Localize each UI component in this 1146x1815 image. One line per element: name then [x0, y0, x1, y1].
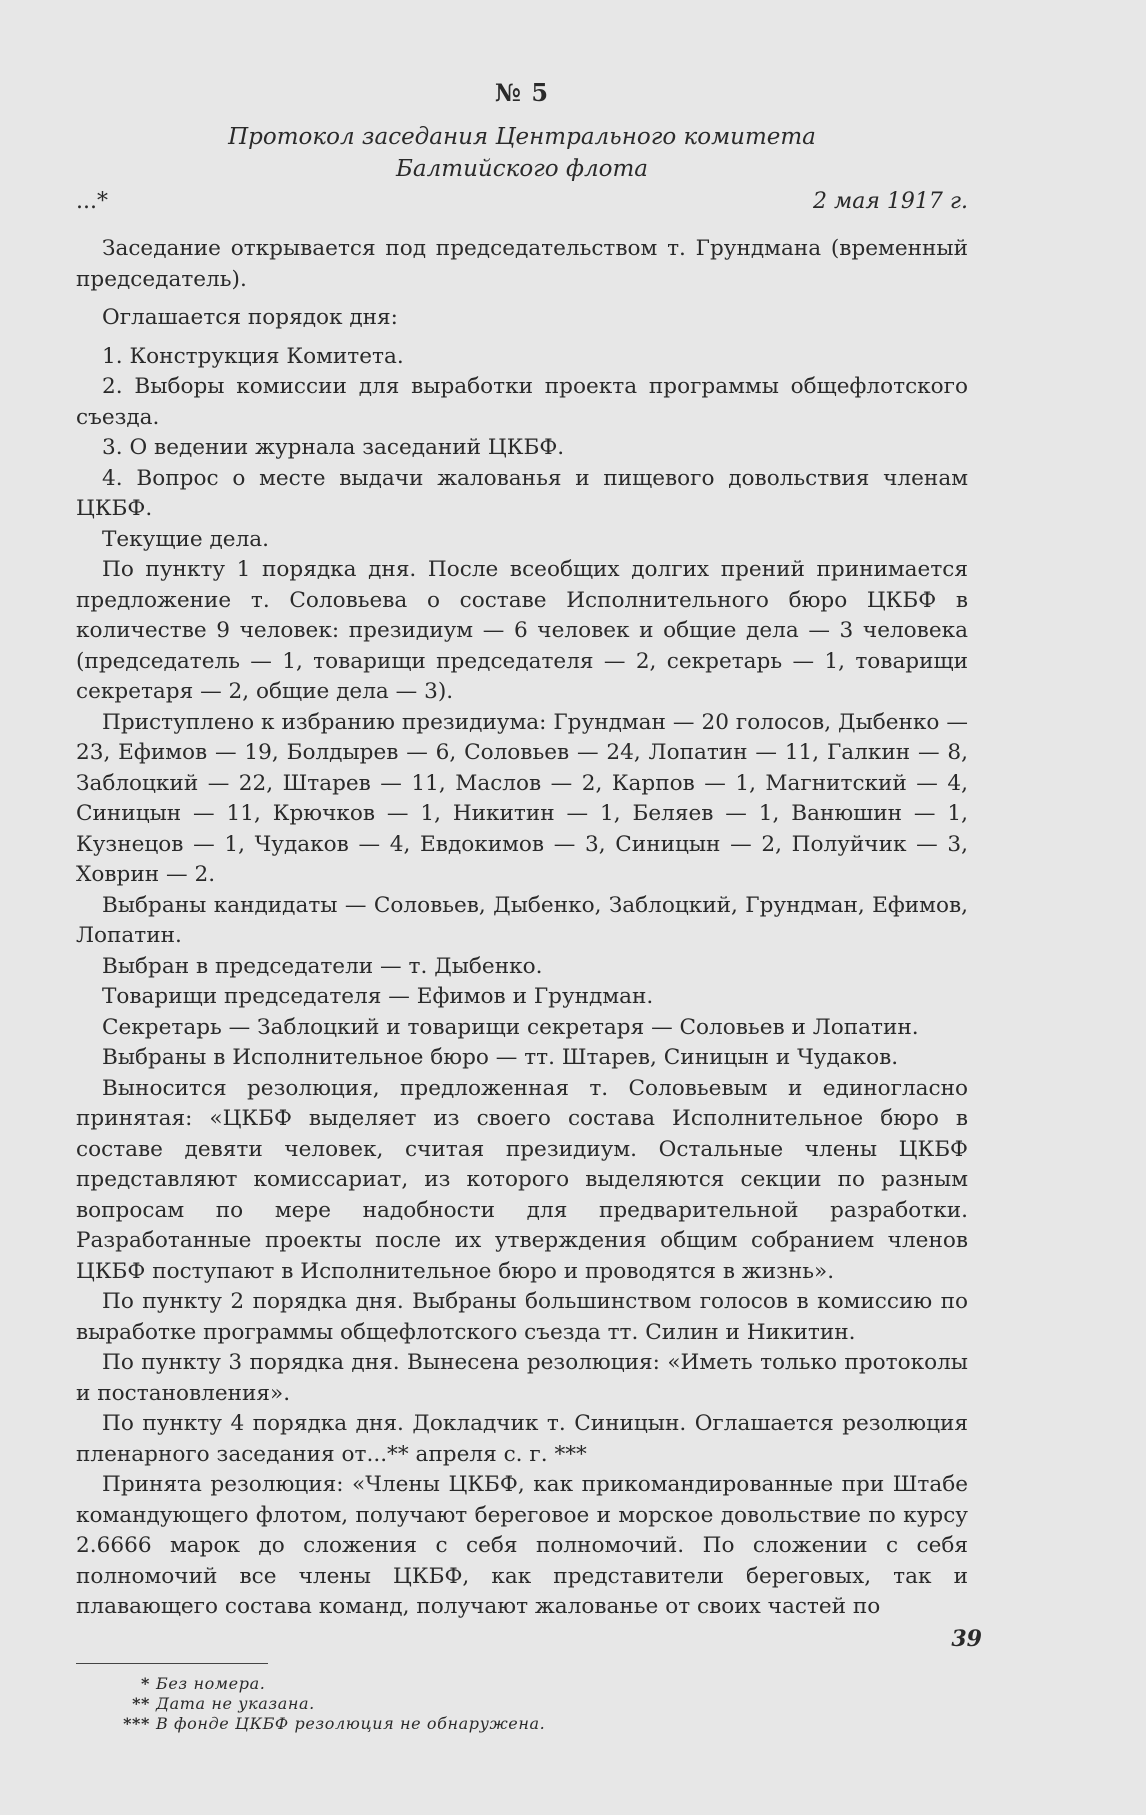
footnote-text: Без номера. — [156, 1673, 266, 1693]
paragraph: Выбран в председатели — т. Дыбенко. — [102, 953, 543, 979]
footnote-text: Дата не указана. — [156, 1693, 315, 1713]
paragraph: Товарищи председателя — Ефимов и Грундман. — [102, 984, 654, 1009]
title-line-2: Балтийского флота — [396, 156, 648, 182]
paragraph: Выбраны в Исполнительное бюро — тт. Штарев, Синицын и Чудаков. — [102, 1045, 899, 1070]
footnote-mark: ** — [132, 1693, 150, 1713]
footnotes — [76, 1674, 968, 1734]
document-date: 2 мая 1917 г. — [813, 189, 968, 214]
footnote — [120, 1714, 968, 1734]
page-number: 39 — [951, 1626, 982, 1652]
agenda-item: 2. Выборы комиссии для выработки проекта программы общефлотского съезда. — [76, 374, 968, 430]
paragraph: По пункту 3 порядка дня. Вынесена резолюция: «Иметь только протоколы и постановления». — [76, 1350, 968, 1406]
footnote — [120, 1674, 968, 1694]
paragraph: По пункту 2 порядка дня. Выбраны большинством голосов в комиссию по выработке программы общефлотского съезда тт. Силин и Никитин. — [76, 1289, 968, 1345]
paragraph: По пункту 1 порядка дня. После всеобщих долгих прений принимается предложение т. Соловьева о составе Исполнительного бюро ЦКБФ в количестве 9 человек: президиум — 6 человек и общие дела — 3 человека (председатель — 1, товарищи председателя — 2, секретарь — 1, товарищи секретаря — 2, общие дела — 3). — [76, 557, 968, 704]
omitted-number-mark: ...* — [76, 189, 108, 214]
paragraph: Заседание открывается под председательством т. Грундмана (временный председатель). — [76, 236, 968, 292]
paragraph: Принята резолюция: «Члены ЦКБФ, как прикомандированные при Штабе командующего флотом, получают береговое и морское довольствие по курсу 2.6666 марок до сложения с себя полномочий. По сложении с себя полномочий все члены ЦКБФ, как представители береговых, так и плавающего состава команд, получают жалованье от своих частей по — [76, 1472, 968, 1619]
paragraph: По пункту 4 порядка дня. Докладчик т. Синицын. Оглашается резолюция пленарного заседания от...** апреля с. г. *** — [76, 1411, 968, 1467]
footnote-text: В фонде ЦКБФ резолюция не обнаружена. — [156, 1713, 546, 1733]
agenda-item: 4. Вопрос о месте выдачи жалованья и пищевого довольствия членам ЦКБФ. — [76, 465, 968, 521]
footnote-divider — [76, 1663, 268, 1664]
protocol-body — [76, 234, 968, 1623]
footnote — [120, 1694, 968, 1714]
agenda-item: 1. Конструкция Комитета. — [102, 343, 404, 369]
paragraph: Оглашается порядок дня: — [102, 305, 398, 330]
paragraph: Выбраны кандидаты — Соловьев, Дыбенко, Заблоцкий, Грундман, Ефимов, Лопатин. — [76, 892, 968, 948]
footnote-mark: * — [141, 1673, 150, 1693]
paragraph: Секретарь — Заблоцкий и товарищи секретаря — Соловьев и Лопатин. — [102, 1014, 919, 1040]
paragraph: Приступлено к избранию президиума: Грундман — 20 голосов, Дыбенко — 23, Ефимов — 19, Болдырев — 6, Соловьев — 24, Лопатин — 11, Галкин — 8, Заблоцкий — 22, Штарев — 11, Маслов — 2, Карпов — 1, Магнитский — 4, Синицын — 11, Крючков — 1, Никитин — 1, Беляев — 1, Ванюшин — 1, Кузнецов — 1, Чудаков — 4, Евдокимов — 3, Синицын — 2, Полуйчик — 3, Ховрин — 2. — [76, 709, 968, 887]
document-number: № 5 — [494, 78, 550, 107]
agenda-item: 3. О ведении журнала заседаний ЦКБФ. — [102, 435, 565, 460]
document-title — [76, 121, 968, 185]
agenda-item: Текущие дела. — [102, 526, 270, 552]
date-row — [76, 189, 968, 214]
title-line-1: Протокол заседания Центрального комитета — [228, 124, 816, 150]
paragraph: Выносится резолюция, предложенная т. Соловьевым и единогласно принятая: «ЦКБФ выделяет из своего состава Исполнительное бюро в составе девяти человек, считая президиум. Остальные члены ЦКБФ представляют комиссариат, из которого выделяются секции по разным вопросам по мере надобности для предварительной разработки. Разработанные проекты после их утверждения общим собранием членов ЦКБФ поступают в Исполнительное бюро и проводятся в жизнь». — [76, 1075, 968, 1284]
footnote-mark: *** — [123, 1713, 150, 1733]
